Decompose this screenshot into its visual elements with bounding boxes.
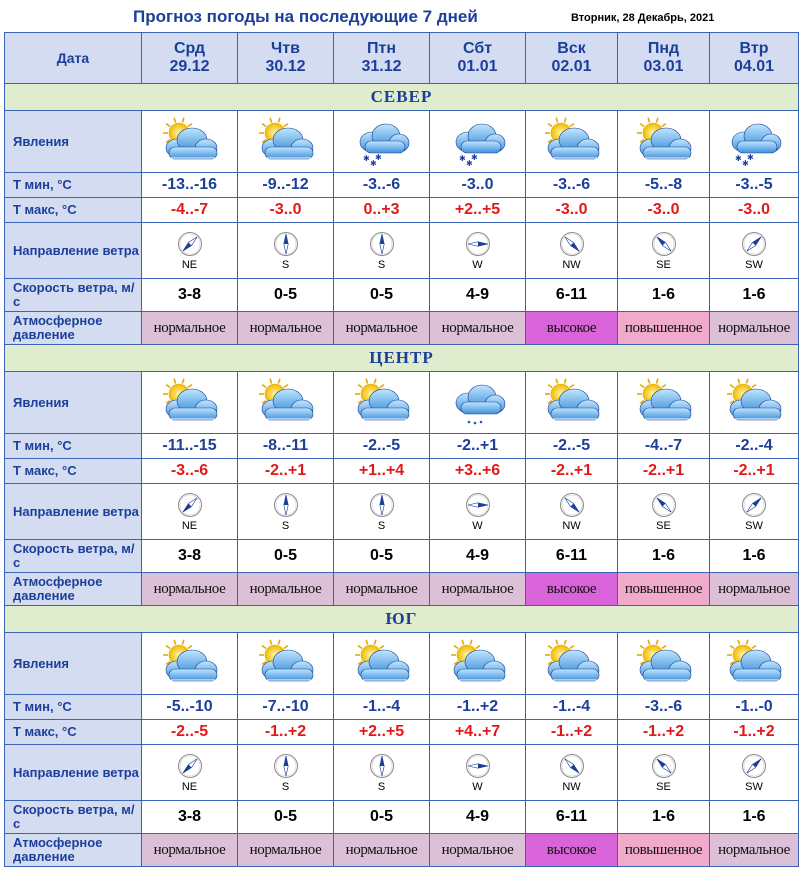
sun-cloud-icon xyxy=(618,378,709,428)
wind-direction-text: NW xyxy=(562,781,581,793)
svg-text:✱: ✱ xyxy=(362,153,370,163)
weather-cell xyxy=(334,111,430,173)
compass-icon xyxy=(142,753,237,779)
row-label-pressure: Атмосферное давление xyxy=(5,312,142,345)
tmin-value: -3..-6 xyxy=(618,695,710,720)
compass-icon xyxy=(618,753,709,779)
compass-icon xyxy=(710,231,798,257)
sun-cloud-icon xyxy=(334,639,429,689)
sun-cloud-icon xyxy=(710,378,798,428)
weather-cell xyxy=(430,111,526,173)
tmin-value: -1..-4 xyxy=(334,695,430,720)
tmax-value: -3..0 xyxy=(526,198,618,223)
row-label-wind-speed: Скорость ветра, м/с xyxy=(5,801,142,834)
wind-direction-text: S xyxy=(377,259,386,271)
compass-icon xyxy=(142,231,237,257)
wind-speed-value: 0-5 xyxy=(238,801,334,834)
wind-direction-cell xyxy=(618,745,710,801)
tmax-row xyxy=(5,720,799,745)
wind-speed-value: 0-5 xyxy=(334,279,430,312)
wind-direction-cell xyxy=(334,223,430,279)
pressure-value: нормальное xyxy=(334,834,430,867)
wind-direction-text: S xyxy=(377,781,386,793)
sun-cloud-icon xyxy=(526,378,617,428)
day-header xyxy=(430,33,526,84)
tmax-value: -2..-5 xyxy=(142,720,238,745)
cloud-snow-icon xyxy=(430,117,525,167)
wind-direction-cell xyxy=(710,484,799,540)
wind-speed-value: 3-8 xyxy=(142,801,238,834)
cloud-snow-icon xyxy=(710,117,798,167)
wind-speed-value: 1-6 xyxy=(618,540,710,573)
row-label-pressure: Атмосферное давление xyxy=(5,573,142,606)
wind-speed-value: 4-9 xyxy=(430,801,526,834)
wind-speed-value: 1-6 xyxy=(618,279,710,312)
region-name: ЦЕНТР xyxy=(5,345,799,372)
pressure-value: повышенное xyxy=(618,312,710,345)
tmin-value: -2..-4 xyxy=(710,434,799,459)
day-date: 30.12 xyxy=(265,58,306,75)
day-date: 01.01 xyxy=(457,58,498,75)
row-label-phenomena: Явления xyxy=(5,633,142,695)
wind-direction-cell xyxy=(430,484,526,540)
wind-direction-text: SE xyxy=(656,259,671,271)
page-title: Прогноз погоды на последующие 7 дней xyxy=(133,7,478,26)
pressure-value: нормальное xyxy=(238,573,334,606)
region-name: СЕВЕР xyxy=(5,84,799,111)
tmin-row xyxy=(5,695,799,720)
sun-cloud-icon xyxy=(710,639,798,689)
wind-speed-value: 6-11 xyxy=(526,540,618,573)
compass-icon xyxy=(142,492,237,518)
weather-cell xyxy=(334,372,430,434)
compass-icon xyxy=(618,492,709,518)
row-label-wind-direction: Направление ветра xyxy=(5,745,142,801)
wind-direction-cell xyxy=(430,745,526,801)
compass-icon xyxy=(710,492,798,518)
wind-direction-cell xyxy=(618,223,710,279)
wind-direction-cell xyxy=(526,484,618,540)
wind-direction-text: NW xyxy=(562,259,581,271)
tmin-value: -5..-8 xyxy=(618,173,710,198)
pressure-value: нормальное xyxy=(142,573,238,606)
pressure-value: нормальное xyxy=(238,312,334,345)
tmin-value: -3..-5 xyxy=(710,173,799,198)
wind-direction-row xyxy=(5,745,799,801)
wind-direction-cell xyxy=(710,223,799,279)
wind-direction-text: W xyxy=(472,520,483,532)
pressure-value: нормальное xyxy=(430,834,526,867)
sun-cloud-icon xyxy=(142,117,237,167)
weather-cell xyxy=(142,372,238,434)
header-label: Дата xyxy=(5,33,142,84)
weather-cell xyxy=(238,111,334,173)
wind-speed-value: 1-6 xyxy=(618,801,710,834)
compass-icon xyxy=(334,231,429,257)
wind-direction-cell xyxy=(334,484,430,540)
weather-cell xyxy=(142,111,238,173)
tmin-value: -11..-15 xyxy=(142,434,238,459)
tmin-row xyxy=(5,173,799,198)
pressure-value: нормальное xyxy=(430,312,526,345)
pressure-row xyxy=(5,834,799,867)
wind-speed-value: 3-8 xyxy=(142,279,238,312)
weather-cell xyxy=(526,633,618,695)
tmin-value: -2..-5 xyxy=(526,434,618,459)
tmax-value: +4..+7 xyxy=(430,720,526,745)
tmax-value: -1..+2 xyxy=(238,720,334,745)
pressure-value: высокое xyxy=(526,573,618,606)
wind-direction-cell xyxy=(142,484,238,540)
svg-text:✱: ✱ xyxy=(465,158,473,167)
tmax-row xyxy=(5,459,799,484)
sun-cloud-icon xyxy=(618,117,709,167)
row-label-tmax: Т макс, °С xyxy=(5,720,142,745)
svg-text:✱: ✱ xyxy=(742,158,749,167)
weather-cell xyxy=(710,111,799,173)
sun-cloud-icon xyxy=(334,378,429,428)
wind-direction-cell xyxy=(618,484,710,540)
tmax-value: +2..+5 xyxy=(430,198,526,223)
day-header xyxy=(618,33,710,84)
compass-icon xyxy=(334,753,429,779)
wind-direction-text: SE xyxy=(656,781,671,793)
tmax-value: -2..+1 xyxy=(526,459,618,484)
compass-icon xyxy=(430,231,525,257)
wind-direction-cell xyxy=(430,223,526,279)
tmin-value: -8..-11 xyxy=(238,434,334,459)
region-row xyxy=(5,345,799,372)
wind-speed-value: 4-9 xyxy=(430,279,526,312)
pressure-value: нормальное xyxy=(710,573,799,606)
weather-cell xyxy=(710,372,799,434)
tmax-value: -3..0 xyxy=(710,198,799,223)
tmax-value: +3..+6 xyxy=(430,459,526,484)
svg-text:✱: ✱ xyxy=(458,153,466,163)
weather-cell xyxy=(238,372,334,434)
tmax-value: -2..+1 xyxy=(618,459,710,484)
sun-cloud-icon xyxy=(142,378,237,428)
svg-text:✱: ✱ xyxy=(735,153,742,163)
tmin-value: -5..-10 xyxy=(142,695,238,720)
pressure-value: нормальное xyxy=(710,834,799,867)
wind-speed-value: 6-11 xyxy=(526,279,618,312)
tmax-value: -3..0 xyxy=(238,198,334,223)
pressure-value: повышенное xyxy=(618,834,710,867)
sun-cloud-icon xyxy=(526,117,617,167)
sun-cloud-icon xyxy=(618,639,709,689)
pressure-value: нормальное xyxy=(238,834,334,867)
day-header xyxy=(142,33,238,84)
pressure-value: высокое xyxy=(526,312,618,345)
wind-speed-row xyxy=(5,540,799,573)
day-of-week: Срд xyxy=(173,40,206,57)
weather-cell xyxy=(618,633,710,695)
day-header xyxy=(238,33,334,84)
wind-direction-cell xyxy=(142,745,238,801)
compass-icon xyxy=(238,231,333,257)
pressure-row xyxy=(5,312,799,345)
tmin-value: -3..-6 xyxy=(526,173,618,198)
forecast-table xyxy=(4,32,799,867)
compass-icon xyxy=(526,492,617,518)
compass-icon xyxy=(238,753,333,779)
sun-cloud-icon xyxy=(142,639,237,689)
compass-icon xyxy=(334,492,429,518)
wind-speed-value: 0-5 xyxy=(238,540,334,573)
compass-icon xyxy=(238,492,333,518)
pressure-row xyxy=(5,573,799,606)
wind-direction-text: SE xyxy=(656,520,671,532)
wind-direction-row xyxy=(5,484,799,540)
tmax-value: -2..+1 xyxy=(238,459,334,484)
tmax-value: -1..+2 xyxy=(618,720,710,745)
svg-text:✱: ✱ xyxy=(369,158,377,167)
row-label-tmin: Т мин, °С xyxy=(5,434,142,459)
day-header xyxy=(710,33,799,84)
tmin-value: -3..0 xyxy=(430,173,526,198)
pressure-value: нормальное xyxy=(142,312,238,345)
day-of-week: Чтв xyxy=(271,40,300,57)
weather-cell xyxy=(238,633,334,695)
pressure-value: нормальное xyxy=(430,573,526,606)
weather-cell xyxy=(334,633,430,695)
wind-direction-cell xyxy=(526,223,618,279)
wind-direction-text: NW xyxy=(562,520,581,532)
tmin-value: -2..+1 xyxy=(430,434,526,459)
day-of-week: Птн xyxy=(367,40,396,57)
tmax-value: -4..-7 xyxy=(142,198,238,223)
wind-direction-text: S xyxy=(281,781,290,793)
current-date: Вторник, 28 Декабрь, 2021 xyxy=(571,12,715,24)
day-header xyxy=(526,33,618,84)
row-label-tmin: Т мин, °С xyxy=(5,173,142,198)
row-label-pressure: Атмосферное давление xyxy=(5,834,142,867)
wind-direction-text: W xyxy=(472,781,483,793)
wind-direction-row xyxy=(5,223,799,279)
svg-text:✱: ✱ xyxy=(747,152,754,162)
wind-direction-cell xyxy=(238,745,334,801)
day-of-week: Пнд xyxy=(647,40,680,57)
wind-direction-cell xyxy=(142,223,238,279)
pressure-value: высокое xyxy=(526,834,618,867)
wind-direction-text: NE xyxy=(181,259,198,271)
tmin-value: -1..+2 xyxy=(430,695,526,720)
wind-speed-value: 4-9 xyxy=(430,540,526,573)
row-label-tmin: Т мин, °С xyxy=(5,695,142,720)
weather-cell xyxy=(526,372,618,434)
tmin-value: -13..-16 xyxy=(142,173,238,198)
phenomena-row xyxy=(5,633,799,695)
sun-cloud-icon xyxy=(238,117,333,167)
row-label-wind-direction: Направление ветра xyxy=(5,223,142,279)
svg-text:✱: ✱ xyxy=(374,152,382,162)
weather-cell xyxy=(430,372,526,434)
header-row xyxy=(5,33,799,84)
region-name: ЮГ xyxy=(5,606,799,633)
tmax-value: +1..+4 xyxy=(334,459,430,484)
cloud-snow-icon xyxy=(334,117,429,167)
tmin-value: -2..-5 xyxy=(334,434,430,459)
wind-direction-text: S xyxy=(281,520,290,532)
day-of-week: Сбт xyxy=(462,40,493,57)
tmax-value: 0..+3 xyxy=(334,198,430,223)
sun-cloud-icon xyxy=(430,639,525,689)
tmin-value: -1..-4 xyxy=(526,695,618,720)
compass-icon xyxy=(526,231,617,257)
weather-cell xyxy=(526,111,618,173)
pressure-value: нормальное xyxy=(334,312,430,345)
sun-cloud-icon xyxy=(238,639,333,689)
day-date: 31.12 xyxy=(361,58,402,75)
wind-direction-text: NE xyxy=(181,520,198,532)
compass-icon xyxy=(618,231,709,257)
compass-icon xyxy=(430,492,525,518)
day-date: 02.01 xyxy=(551,58,592,75)
wind-direction-text: S xyxy=(281,259,290,271)
sun-cloud-icon xyxy=(238,378,333,428)
tmax-value: -2..+1 xyxy=(710,459,799,484)
tmax-value: -3..0 xyxy=(618,198,710,223)
wind-speed-row xyxy=(5,279,799,312)
row-label-phenomena: Явления xyxy=(5,372,142,434)
weather-cell xyxy=(710,633,799,695)
phenomena-row xyxy=(5,372,799,434)
row-label-tmax: Т макс, °С xyxy=(5,459,142,484)
day-header xyxy=(334,33,430,84)
tmax-value: -1..+2 xyxy=(710,720,799,745)
tmin-row xyxy=(5,434,799,459)
wind-speed-value: 0-5 xyxy=(334,801,430,834)
tmax-value: +2..+5 xyxy=(334,720,430,745)
day-date: 03.01 xyxy=(643,58,684,75)
compass-icon xyxy=(710,753,798,779)
weather-cell xyxy=(618,372,710,434)
pressure-value: повышенное xyxy=(618,573,710,606)
wind-direction-text: S xyxy=(377,520,386,532)
wind-speed-value: 1-6 xyxy=(710,540,799,573)
compass-icon xyxy=(430,753,525,779)
pressure-value: нормальное xyxy=(334,573,430,606)
tmin-value: -9..-12 xyxy=(238,173,334,198)
svg-text:✱: ✱ xyxy=(470,152,478,162)
row-label-phenomena: Явления xyxy=(5,111,142,173)
wind-direction-cell xyxy=(238,484,334,540)
sun-cloud-icon xyxy=(526,639,617,689)
tmax-row xyxy=(5,198,799,223)
region-row xyxy=(5,84,799,111)
pressure-value: нормальное xyxy=(142,834,238,867)
day-of-week: Втр xyxy=(739,40,769,57)
weather-cell xyxy=(430,633,526,695)
tmax-value: -3..-6 xyxy=(142,459,238,484)
wind-speed-value: 1-6 xyxy=(710,801,799,834)
weather-cell xyxy=(618,111,710,173)
tmin-value: -7..-10 xyxy=(238,695,334,720)
cloud-light-snow-icon xyxy=(430,378,525,428)
wind-direction-text: SW xyxy=(745,781,763,793)
pressure-value: нормальное xyxy=(710,312,799,345)
day-date: 29.12 xyxy=(169,58,210,75)
wind-direction-cell xyxy=(710,745,799,801)
wind-speed-value: 1-6 xyxy=(710,279,799,312)
phenomena-row xyxy=(5,111,799,173)
wind-direction-cell xyxy=(334,745,430,801)
tmin-value: -4..-7 xyxy=(618,434,710,459)
wind-direction-text: SW xyxy=(745,520,763,532)
row-label-wind-speed: Скорость ветра, м/с xyxy=(5,279,142,312)
compass-icon xyxy=(526,753,617,779)
weather-cell xyxy=(142,633,238,695)
wind-speed-value: 3-8 xyxy=(142,540,238,573)
wind-speed-value: 6-11 xyxy=(526,801,618,834)
day-date: 04.01 xyxy=(733,58,775,75)
row-label-tmax: Т макс, °С xyxy=(5,198,142,223)
day-of-week: Вск xyxy=(557,40,586,57)
tmax-value: -1..+2 xyxy=(526,720,618,745)
wind-direction-cell xyxy=(526,745,618,801)
wind-speed-value: 0-5 xyxy=(334,540,430,573)
row-label-wind-direction: Направление ветра xyxy=(5,484,142,540)
wind-direction-cell xyxy=(238,223,334,279)
region-row xyxy=(5,606,799,633)
tmin-value: -3..-6 xyxy=(334,173,430,198)
wind-direction-text: SW xyxy=(745,259,763,271)
wind-speed-value: 0-5 xyxy=(238,279,334,312)
wind-direction-text: W xyxy=(472,259,483,271)
row-label-wind-speed: Скорость ветра, м/с xyxy=(5,540,142,573)
tmin-value: -1..-0 xyxy=(710,695,799,720)
wind-speed-row xyxy=(5,801,799,834)
wind-direction-text: NE xyxy=(181,781,198,793)
